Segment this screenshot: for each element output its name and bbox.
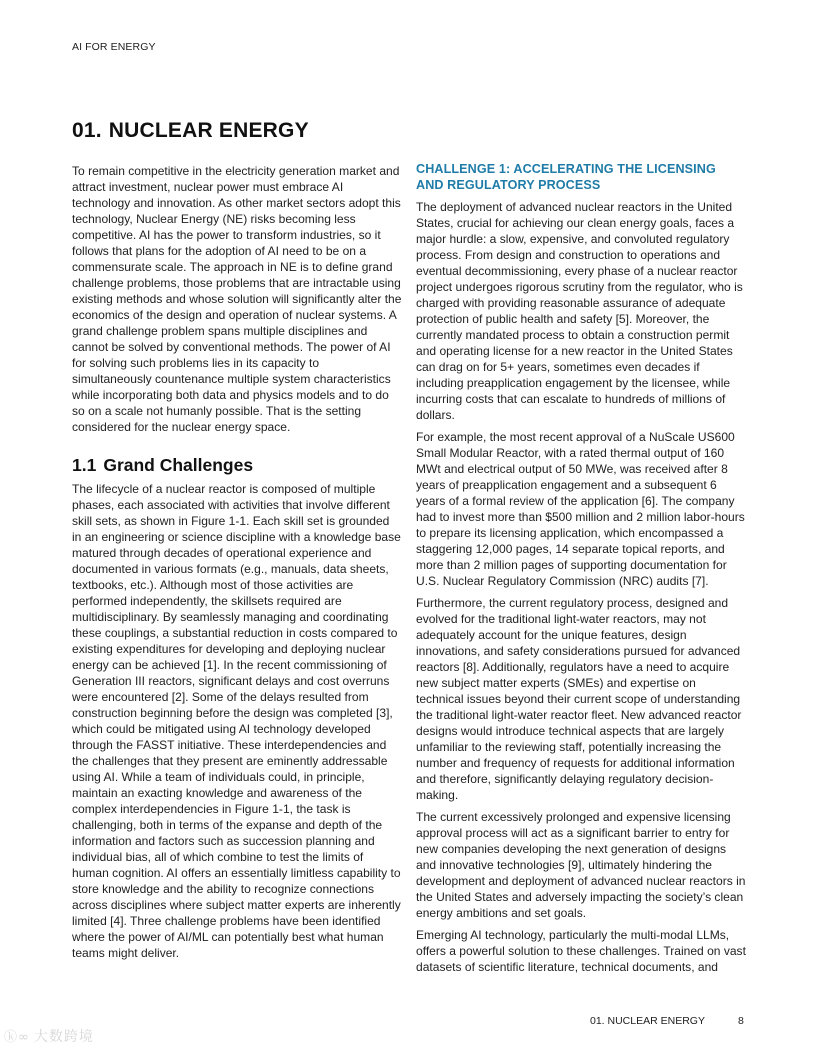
watermark-text: 大数跨境: [33, 1029, 94, 1045]
section-paragraph: The lifecycle of a nuclear reactor is composed of multiple phases, each associated with activities that involve different skill sets, as shown in Figure 1-1. Each skill set is grounded in an engineering or science discipline with a knowledge base matured through decades of operational experience and documented in various formats (e.g., manuals, data sheets, textbooks, etc.). Although most of those activities are performed independently, the skillsets required are multidisciplinary. By seamlessly managing and coordinating these couplings, a substantial reduction in costs compared to existing expenditures for developing and deploying nuclear energy can be achieved [1]. In the recent commissioning of Generation III reactors, significant delays and cost overruns were encountered [2]. Some of the delays resulted from construction beginning before the design was completed [3], which could be mitigated using AI technology developed through the FASST initiative. These interdependencies and the challenges that they present are eminently addressable using AI. While a team of individuals could, in principle, maintain an exacting knowledge and awareness of the complex interdependencies in Figure 1-1, the task is challenging, both in terms of the expanse and depth of the information and factors such as succession planning and individual bias, all of which combine to test the limits of human cognition. AI offers an essentially limitless capability to store knowledge and the ability to recognize connections across disciplines where subject matter experts are inherently limited [4]. Three challenge problems have been identified where the power of AI/ML can potentially best what human teams might deliver.: [72, 482, 401, 960]
section-heading: [72, 454, 402, 476]
right-column: [416, 161, 746, 981]
watermark: [4, 1026, 94, 1046]
body-paragraph: The deployment of advanced nuclear reactors in the United States, crucial for achieving our clean energy goals, faces a major hurdle: a slow, expensive, and convoluted regulatory process. From design and construction to operations and eventual decommissioning, every phase of a nuclear reactor project undergoes rigorous scrutiny from the regulator, who is charged with providing reasonable assurance of adequate protection of public health and safety [5]. Moreover, the currently mandated process to obtain a construction permit and operating license for a new reactor in the United States can drag on for 5+ years, sometimes even decades if including preapplication engagement by the licensee, while incurring costs that can escalate to hundreds of millions of dollars.: [416, 200, 743, 422]
footer-section-label: 01. NUCLEAR ENERGY: [590, 1015, 705, 1027]
page-footer: [590, 1015, 744, 1027]
page-number: 8: [738, 1015, 744, 1027]
body-paragraph: Emerging AI technology, particularly the multi-modal LLMs, offers a powerful solution to these challenges. Trained on vast datasets of scientific literature, technical documents, and: [416, 928, 746, 974]
challenge-heading: CHALLENGE 1: ACCELERATING THE LICENSING AND REGULATORY PROCESS: [416, 162, 716, 192]
logo-icon: ⓚ∞: [4, 1030, 30, 1045]
chapter-number: 01.: [72, 119, 102, 142]
chapter-title-text: NUCLEAR ENERGY: [108, 119, 309, 142]
intro-paragraph: To remain competitive in the electricity generation market and attract investment, nuclear power must embrace AI technology and innovation. As other market sectors adopt this technology, Nuclear Energy (NE) risks becoming less competitive. AI has the power to transform industries, so it follows that plans for the adoption of AI need to be on a commensurate scale. The approach in NE is to define grand challenge problems, those problems that are intractable using existing methods and whose solution will significantly alter the economics of the design and operation of nuclear systems. A grand challenge problem spans multiple disciplines and cannot be solved by conventional methods. The power of AI for solving such problems lies in its capacity to simultaneously countenance multiple system characteristics while incorporating both data and physics models and to do so on a scale not humanly possible. That is the setting considered for the nuclear energy space.: [72, 164, 402, 434]
left-column: [72, 163, 402, 967]
section-title: Grand Challenges: [103, 455, 254, 475]
body-paragraph: The current excessively prolonged and expensive licensing approval process will act as a significant barrier to entry for new companies developing the next generation of designs and innovative technologies [9], ultimately hindering the development and deployment of advanced nuclear reactors in the United States and adversely impacting the society’s clean energy ambitions and set goals.: [416, 810, 746, 920]
section-number: 1.1: [72, 455, 97, 475]
running-header: AI FOR ENERGY: [72, 41, 156, 53]
body-paragraph: For example, the most recent approval of a NuScale US600 Small Modular Reactor, with a rated thermal output of 160 MWt and electrical output of 50 MWe, was received after 8 years of preapplication engagement and a subsequent 6 years of a formal review of the application [6]. The company had to invest more than $500 million and 2 million labor-hours to prepare its licensing application, which encompassed a staggering 12,000 pages, 14 separate topical reports, and more than 2 million pages of supporting documentation for U.S. Nuclear Regulatory Commission (NRC) audits [7].: [416, 430, 745, 588]
chapter-title: [72, 119, 309, 143]
body-paragraph: Furthermore, the current regulatory process, designed and evolved for the traditional light-water reactors, may not adequately account for the unique features, design innovations, and safety considerations pursued for advanced reactors [8]. Additionally, regulators have a need to acquire new subject matter experts (SMEs) and expertise on technical issues beyond their current scope of understanding the traditional light-water reactor fleet. New advanced reactor designs would introduce technical aspects that are largely unfamiliar to the reviewing staff, potentially increasing the number and frequency of requests for additional information and therefore, significantly delaying regulatory decision-making.: [416, 596, 742, 802]
